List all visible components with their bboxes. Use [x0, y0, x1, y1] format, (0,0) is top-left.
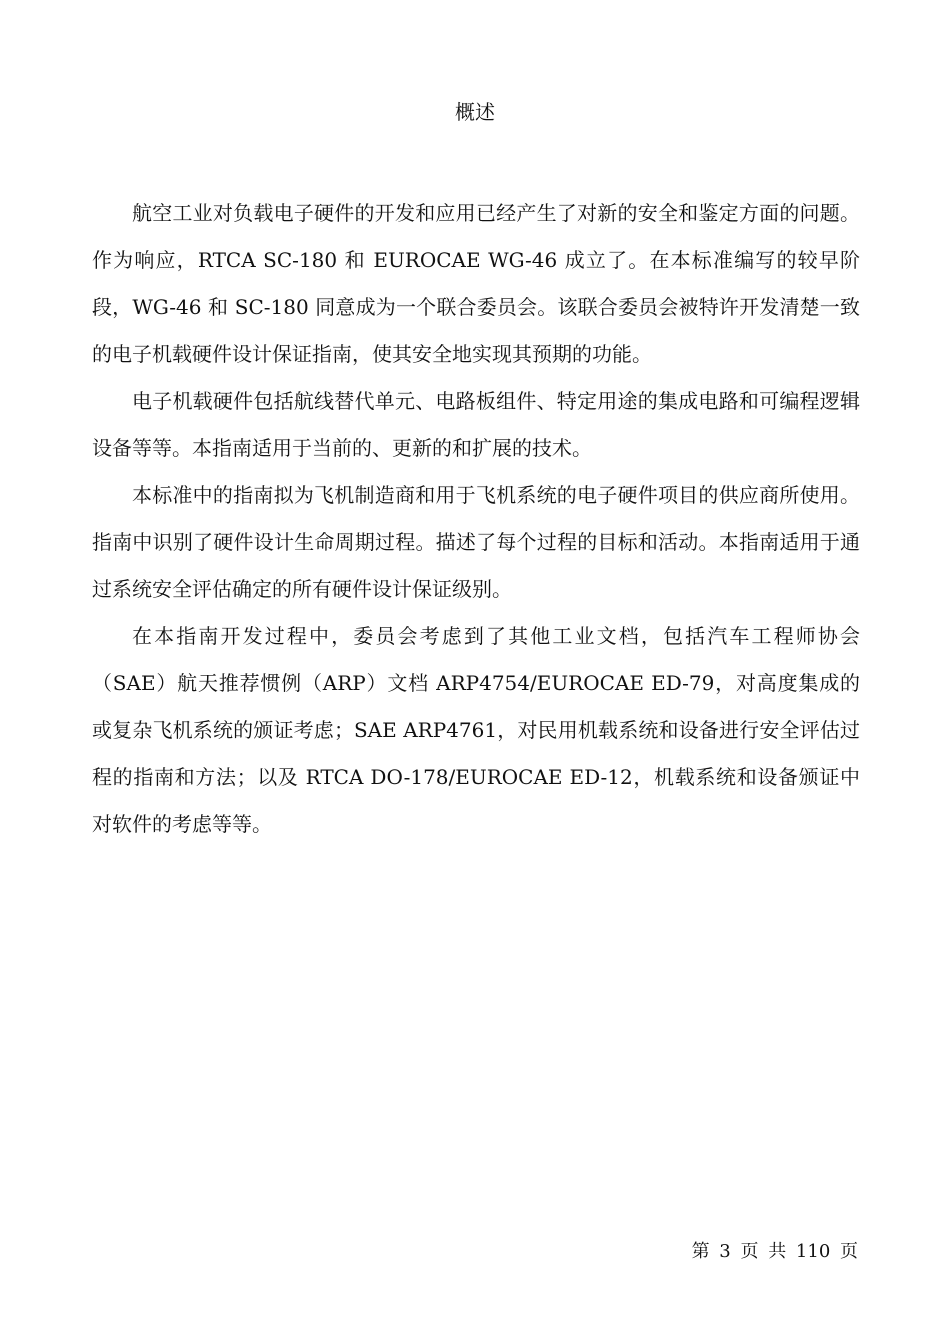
paragraph: 在本指南开发过程中，委员会考虑到了其他工业文档，包括汽车工程师协会（SAE）航天推荐惯例（ARP）文档 ARP4754/EUROCAE ED-79，对高度集成的或复杂飞机系统的颁证考虑；SAE ARP4761，对民用机载系统和设备进行安全评估过程的指南和方法；以及 RTCA DO-178/EUROCAE ED-12，机载系统和设备颁证中对软件的考虑等等。: [92, 624, 860, 836]
paragraph: 本标准中的指南拟为飞机制造商和用于飞机系统的电子硬件项目的供应商所使用。指南中识别了硬件设计生命周期过程。描述了每个过程的目标和活动。本指南适用于通过系统安全评估确定的所有硬件设计保证级别。: [92, 483, 860, 601]
page-number: 第 3 页 共 110 页: [691, 1241, 858, 1262]
page-title: 概述: [455, 100, 495, 124]
body-text: [92, 190, 860, 848]
paragraph: 航空工业对负载电子硬件的开发和应用已经产生了对新的安全和鉴定方面的问题。作为响应，RTCA SC-180 和 EUROCAE WG-46 成立了。在本标准编写的较早阶段，WG-46 和 SC-180 同意成为一个联合委员会。该联合委员会被特许开发清楚一致的电子机载硬件设计保证指南，使其安全地实现其预期的功能。: [92, 201, 860, 366]
paragraph: 电子机载硬件包括航线替代单元、电路板组件、特定用途的集成电路和可编程逻辑设备等等。本指南适用于当前的、更新的和扩展的技术。: [92, 389, 860, 460]
